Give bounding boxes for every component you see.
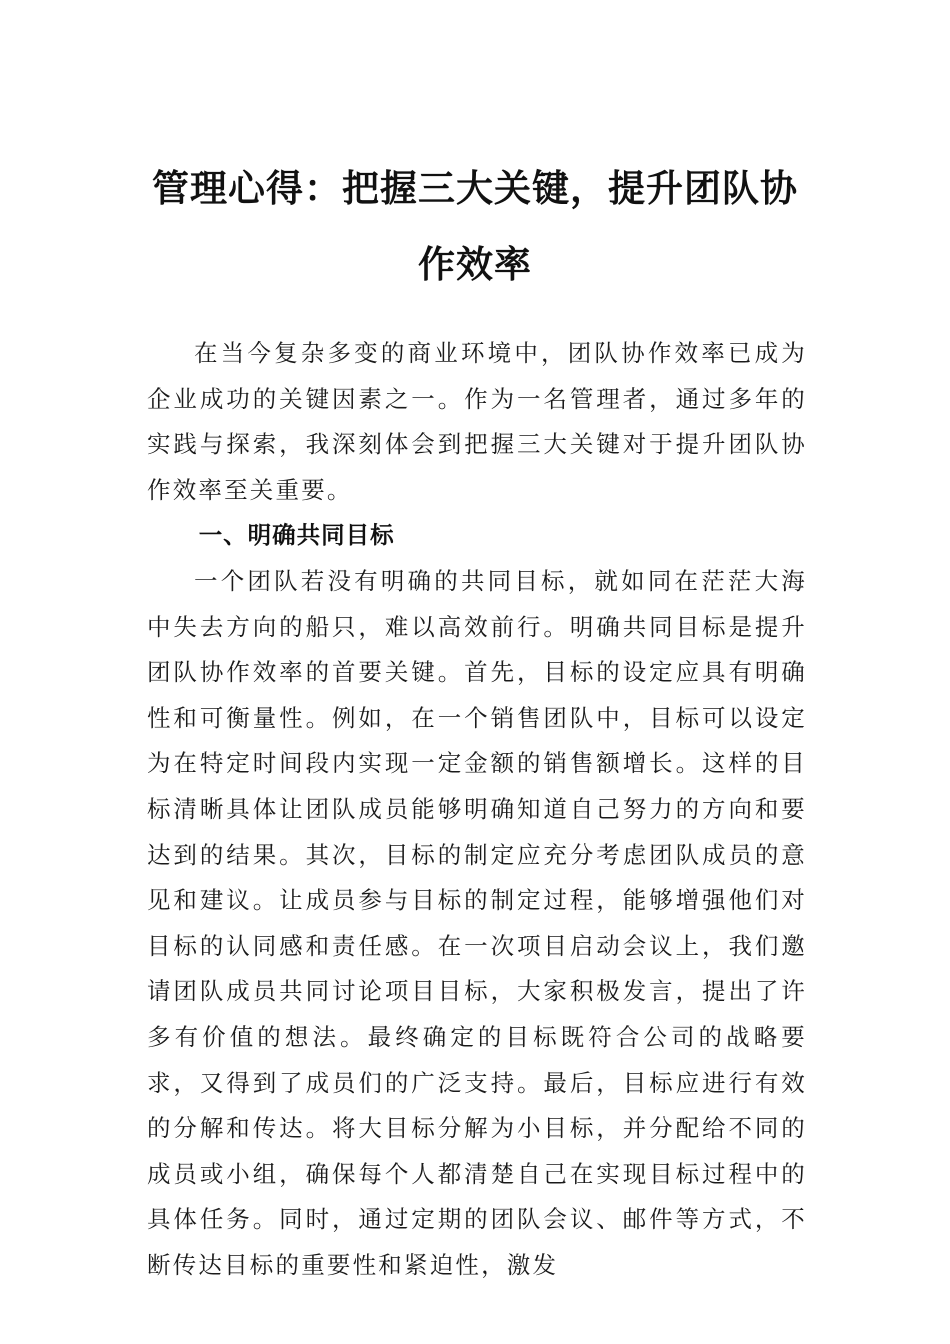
section-paragraph: 一个团队若没有明确的共同目标，就如同在茫茫大海中失去方向的船只，难以高效前行。明确共同目标是提升团队协作效率的首要关键。首先，目标的设定应具有明确性和可衡量性。例如，在一个销售团队中，目标可以设定为在特定时间段内实现一定金额的销售额增长。这样的目标清晰具体让团队成员能够明确知道自己努力的方向和要达到的结果。其次，目标的制定应充分考虑团队成员的意见和建议。让成员参与目标的制定过程，能够增强他们对目标的认同感和责任感。在一次项目启动会议上，我们邀请团队成员共同讨论项目目标，大家积极发言，提出了许多有价值的想法。最终确定的目标既符合公司的战略要求，又得到了成员们的广泛支持。最后，目标应进行有效的分解和传达。将大目标分解为小目标，并分配给不同的成员或小组，确保每个人都清楚自己在实现目标过程中的具体任务。同时，通过定期的团队会议、邮件等方式，不断传达目标的重要性和紧迫性，激发 xyxy=(147,566,807,1279)
section-heading: 一、明确共同目标 xyxy=(198,521,395,550)
intro-paragraph: 在当今复杂多变的商业环境中，团队协作效率已成为企业成功的关键因素之一。作为一名管理者，通过多年的实践与探索，我深刻体会到把握三大关键对于提升团队协作效率至关重要。 xyxy=(147,339,807,504)
document-title: 管理心得：把握三大关键，提升团队协作效率 xyxy=(152,166,798,286)
document-body xyxy=(147,331,807,1288)
